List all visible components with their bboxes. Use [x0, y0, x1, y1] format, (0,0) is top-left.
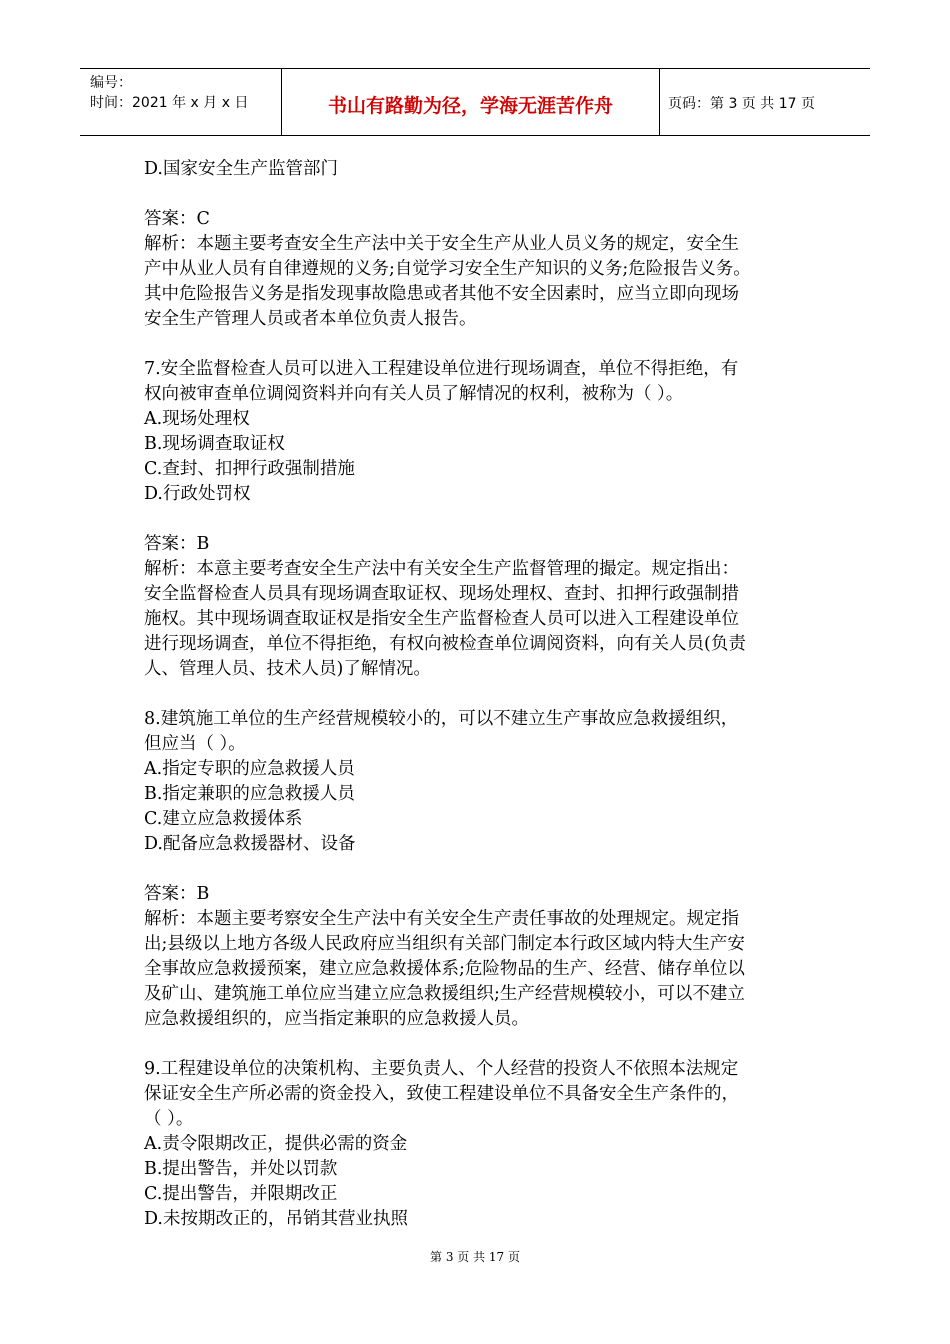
explanation-line: 出;县级以上地方各级人民政府应当组织有关部门制定本行政区域内特大生产安	[144, 934, 745, 954]
page-header	[80, 68, 870, 136]
date-label: 时间：2021 年 x 月 x 日	[90, 95, 249, 111]
option-line: C.查封、扣押行政强制措施	[144, 459, 355, 479]
option-line: C.提出警告，并限期改正	[144, 1184, 338, 1204]
explanation-line: 解析：本意主要考查安全生产法中有关安全生产监督管理的撮定。规定指出：	[144, 559, 739, 579]
page-footer: 第 3 页 共 17 页	[430, 1250, 520, 1264]
header-motto: 书山有路勤为径，学海无涯苦作舟	[282, 69, 660, 135]
explanation-line: 进行现场调查，单位不得拒绝，有权向被检查单位调阅资料，向有关人员(负责	[144, 634, 746, 654]
option-line: B.指定兼职的应急救援人员	[144, 784, 355, 804]
option-line: A.现场处理权	[144, 409, 250, 429]
explanation-line: 施权。其中现场调查取证权是指安全生产监督检查人员可以进入工程建设单位	[144, 609, 739, 629]
option-line: B.提出警告，并处以罚款	[144, 1159, 338, 1179]
explanation-line: 安全监督检查人员具有现场调查取证权、现场处理权、查封、扣押行政强制措	[144, 584, 739, 604]
explanation-line: 安全生产管理人员或者本单位负责人报告。	[144, 309, 477, 329]
option-line: D.配备应急救援器材、设备	[144, 834, 356, 854]
option-line: B.现场调查取证权	[144, 434, 285, 454]
question-line: 7.安全监督检查人员可以进入工程建设单位进行现场调查，单位不得拒绝，有	[144, 359, 739, 379]
option-line: A.指定专职的应急救援人员	[144, 759, 355, 779]
explanation-line: 及矿山、建筑施工单位应当建立应急救援组织;生产经营规模较小，可以不建立	[144, 984, 745, 1004]
option-line: A.责令限期改正，提供必需的资金	[144, 1134, 408, 1154]
explanation-line: 其中危险报告义务是指发现事故隐患或者其他不安全因素时，应当立即向现场	[144, 284, 739, 304]
explanation-line: 全事故应急救援预案，建立应急救援体系;危险物品的生产、经营、储存单位以	[144, 959, 745, 979]
option-line: D.国家安全生产监管部门	[144, 159, 338, 179]
question-line: （ ）。	[144, 1109, 194, 1129]
explanation-line: 人、管理人员、技术人员)了解情况。	[144, 659, 431, 679]
answer-line: 答案：B	[144, 534, 210, 554]
explanation-line: 产中从业人员有自律遵规的义务;自觉学习安全生产知识的义务;危险报告义务。	[144, 259, 751, 279]
question-line: 8.建筑施工单位的生产经营规模较小的，可以不建立生产事故应急救援组织，	[144, 709, 739, 729]
option-line: D.未按期改正的，吊销其营业执照	[144, 1209, 408, 1229]
explanation-line: 应急救援组织的，应当指定兼职的应急救援人员。	[144, 1009, 529, 1029]
question-line: 9.工程建设单位的决策机构、主要负责人、个人经营的投资人不依照本法规定	[144, 1059, 739, 1079]
question-line: 但应当（ ）。	[144, 734, 246, 754]
document-body	[144, 157, 810, 1232]
question-line: 保证安全生产所必需的资金投入，致使工程建设单位不具备安全生产条件的，	[144, 1084, 739, 1104]
explanation-line: 解析：本题主要考查安全生产法中关于安全生产从业人员义务的规定，安全生	[144, 234, 739, 254]
header-page-info: 页码：第 3 页 共 17 页	[668, 96, 815, 112]
answer-line: 答案：B	[144, 884, 210, 904]
option-line: C.建立应急救援体系	[144, 809, 303, 829]
explanation-line: 解析：本题主要考察安全生产法中有关安全生产责任事故的处理规定。规定指	[144, 909, 739, 929]
header-meta	[80, 69, 282, 135]
option-line: D.行政处罚权	[144, 484, 251, 504]
question-line: 权向被审查单位调阅资料并向有关人员了解情况的权利，被称为（ ）。	[144, 384, 684, 404]
answer-line: 答案：C	[144, 209, 210, 229]
number-label: 编号：	[90, 75, 132, 91]
